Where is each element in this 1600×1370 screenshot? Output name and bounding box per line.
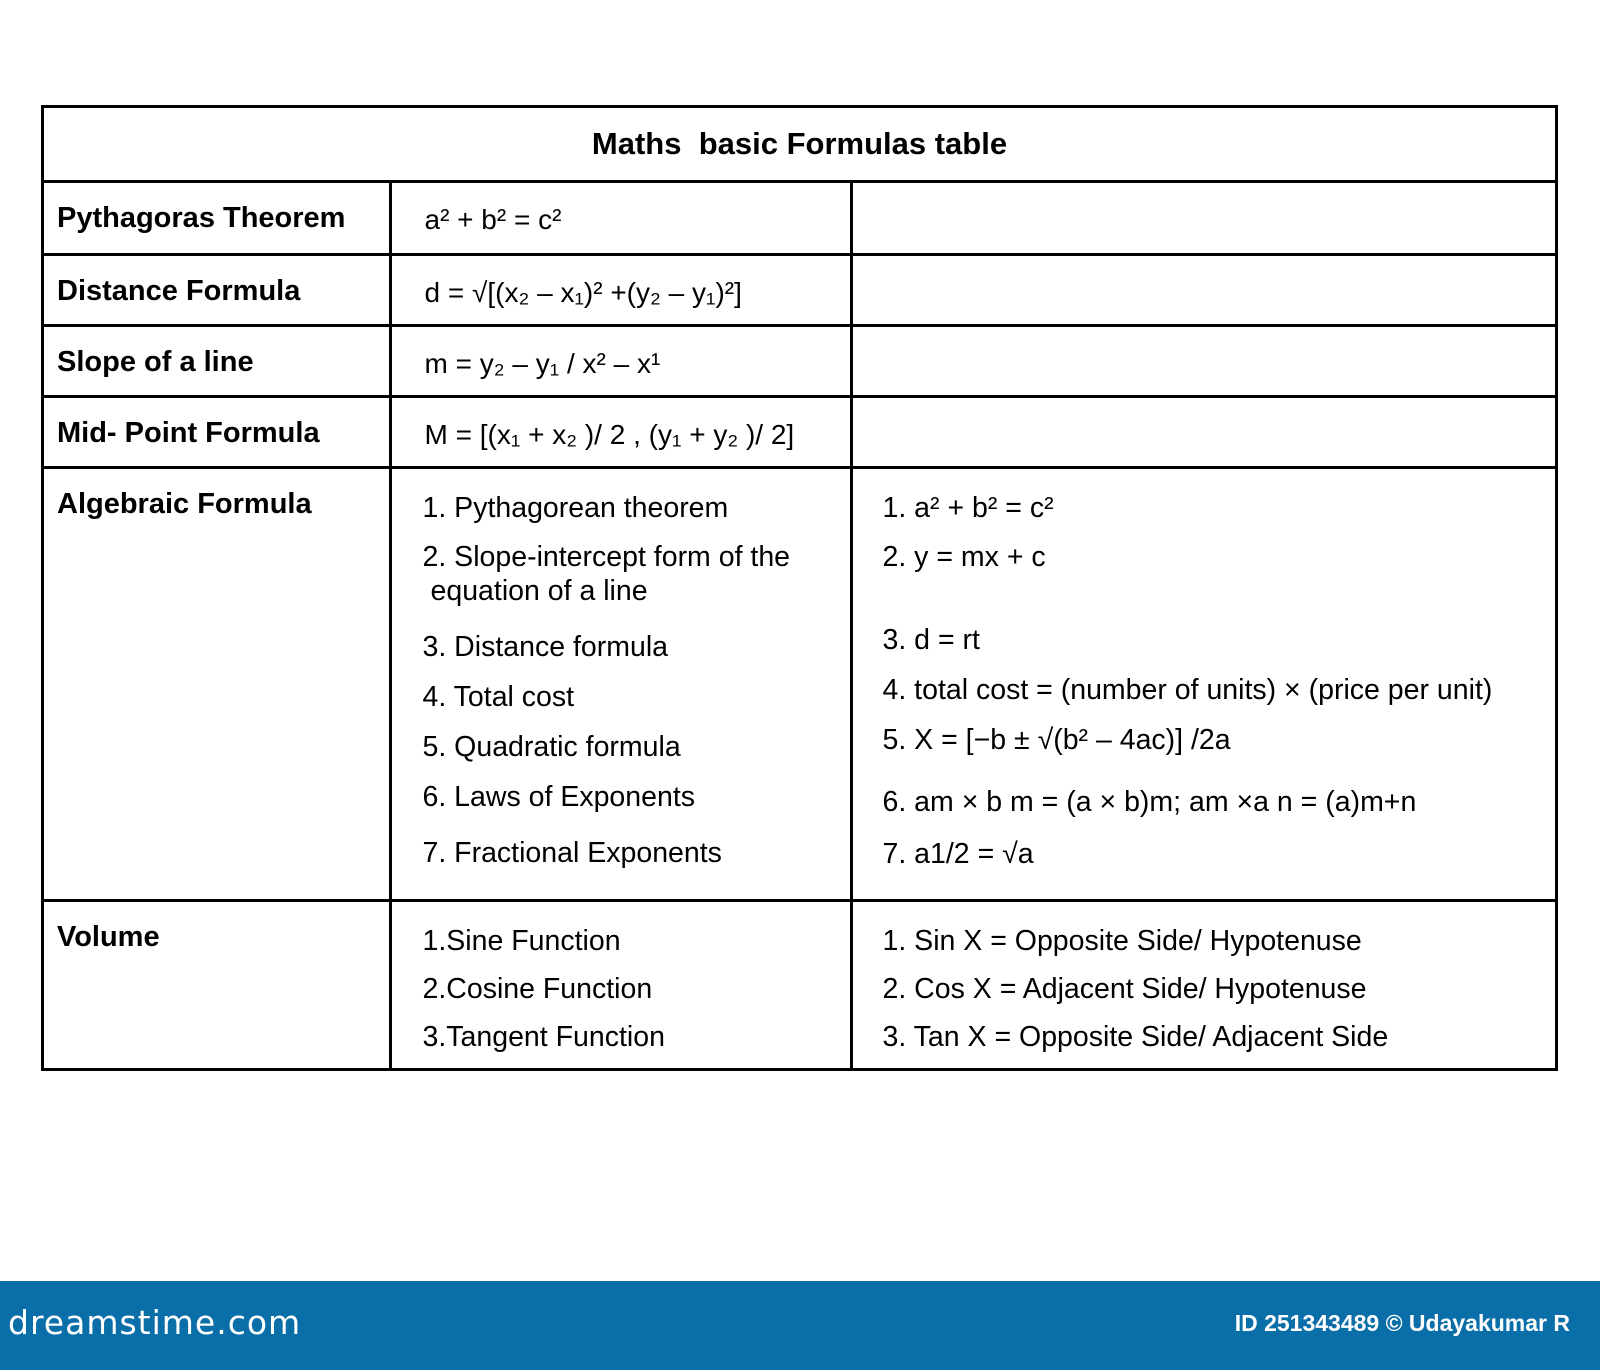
algebraic-formulas bbox=[851, 467, 1555, 900]
list-item: 1.Sine Function bbox=[422, 924, 621, 957]
empty-cell bbox=[851, 183, 1555, 254]
list-item: 3. d = rt bbox=[882, 623, 980, 656]
formula-midpoint: M = [(x₁ + x₂ )/ 2 , (y₁ + y₂ )/ 2] bbox=[390, 396, 851, 467]
list-item-line: equation of a line bbox=[430, 574, 648, 607]
list-item: 1. Pythagorean theorem bbox=[422, 491, 729, 524]
list-item: 6. Laws of Exponents bbox=[422, 780, 696, 813]
table-row bbox=[44, 467, 1555, 900]
list-item: 5. Quadratic formula bbox=[422, 730, 681, 763]
table-row bbox=[44, 325, 1555, 396]
table-row bbox=[44, 900, 1555, 1068]
row-label-midpoint: Mid- Point Formula bbox=[44, 396, 390, 467]
list-item: 1. a² + b² = c² bbox=[882, 491, 1054, 524]
list-item: 4. Total cost bbox=[422, 680, 575, 713]
list-item bbox=[423, 540, 842, 630]
table-row bbox=[44, 396, 1555, 467]
table-row bbox=[44, 254, 1555, 325]
list-item: 1. Sin X = Opposite Side/ Hypotenuse bbox=[882, 924, 1362, 957]
list-item: 5. X = [−b ± √(b² – 4ac)] /2a bbox=[882, 723, 1231, 756]
row-label-volume: Volume bbox=[44, 900, 390, 1068]
formulas-table bbox=[41, 105, 1558, 1071]
formula-pythagoras: a² + b² = c² bbox=[390, 183, 851, 254]
list-item: 2.Cosine Function bbox=[422, 972, 653, 1005]
list-item: 7. Fractional Exponents bbox=[422, 836, 722, 869]
list-item-line: 2. Slope-intercept form of the bbox=[422, 540, 791, 573]
empty-cell bbox=[851, 396, 1555, 467]
list-item: 6. am × b m = (a × b)m; am ×a n = (a)m+n bbox=[882, 785, 1417, 818]
formulas-grid bbox=[44, 183, 1555, 1068]
watermark-footer bbox=[0, 1281, 1600, 1370]
list-item: 7. a1/2 = √a bbox=[882, 837, 1034, 870]
algebraic-names bbox=[390, 467, 851, 900]
empty-cell bbox=[851, 254, 1555, 325]
list-item: 3. Tan X = Opposite Side/ Adjacent Side bbox=[882, 1020, 1389, 1053]
list-item: 3.Tangent Function bbox=[422, 1020, 665, 1053]
volume-formulas bbox=[851, 900, 1555, 1068]
list-item: 3. Distance formula bbox=[422, 630, 669, 663]
formula-distance: d = √[(x₂ – x₁)² +(y₂ – y₁)²] bbox=[390, 254, 851, 325]
row-label-pythagoras: Pythagoras Theorem bbox=[57, 202, 346, 234]
list-item: 4. total cost = (number of units) × (price per unit) bbox=[882, 673, 1493, 706]
row-label-slope: Slope of a line bbox=[44, 325, 390, 396]
image-credit: ID 251343489 © Udayakumar R bbox=[1234, 1310, 1570, 1336]
table-title: Maths basic Formulas table bbox=[44, 108, 1555, 183]
list-item: 2. y = mx + c bbox=[882, 540, 1046, 573]
list-item: 2. Cos X = Adjacent Side/ Hypotenuse bbox=[882, 972, 1367, 1005]
row-label-distance: Distance Formula bbox=[44, 254, 390, 325]
empty-cell bbox=[851, 325, 1555, 396]
volume-names bbox=[390, 900, 851, 1068]
brand-logo: dreamstime.com bbox=[8, 1303, 302, 1342]
formula-slope: m = y₂ – y₁ / x² – x¹ bbox=[390, 325, 851, 396]
table-row bbox=[44, 183, 1555, 254]
row-label-algebraic: Algebraic Formula bbox=[44, 467, 390, 900]
